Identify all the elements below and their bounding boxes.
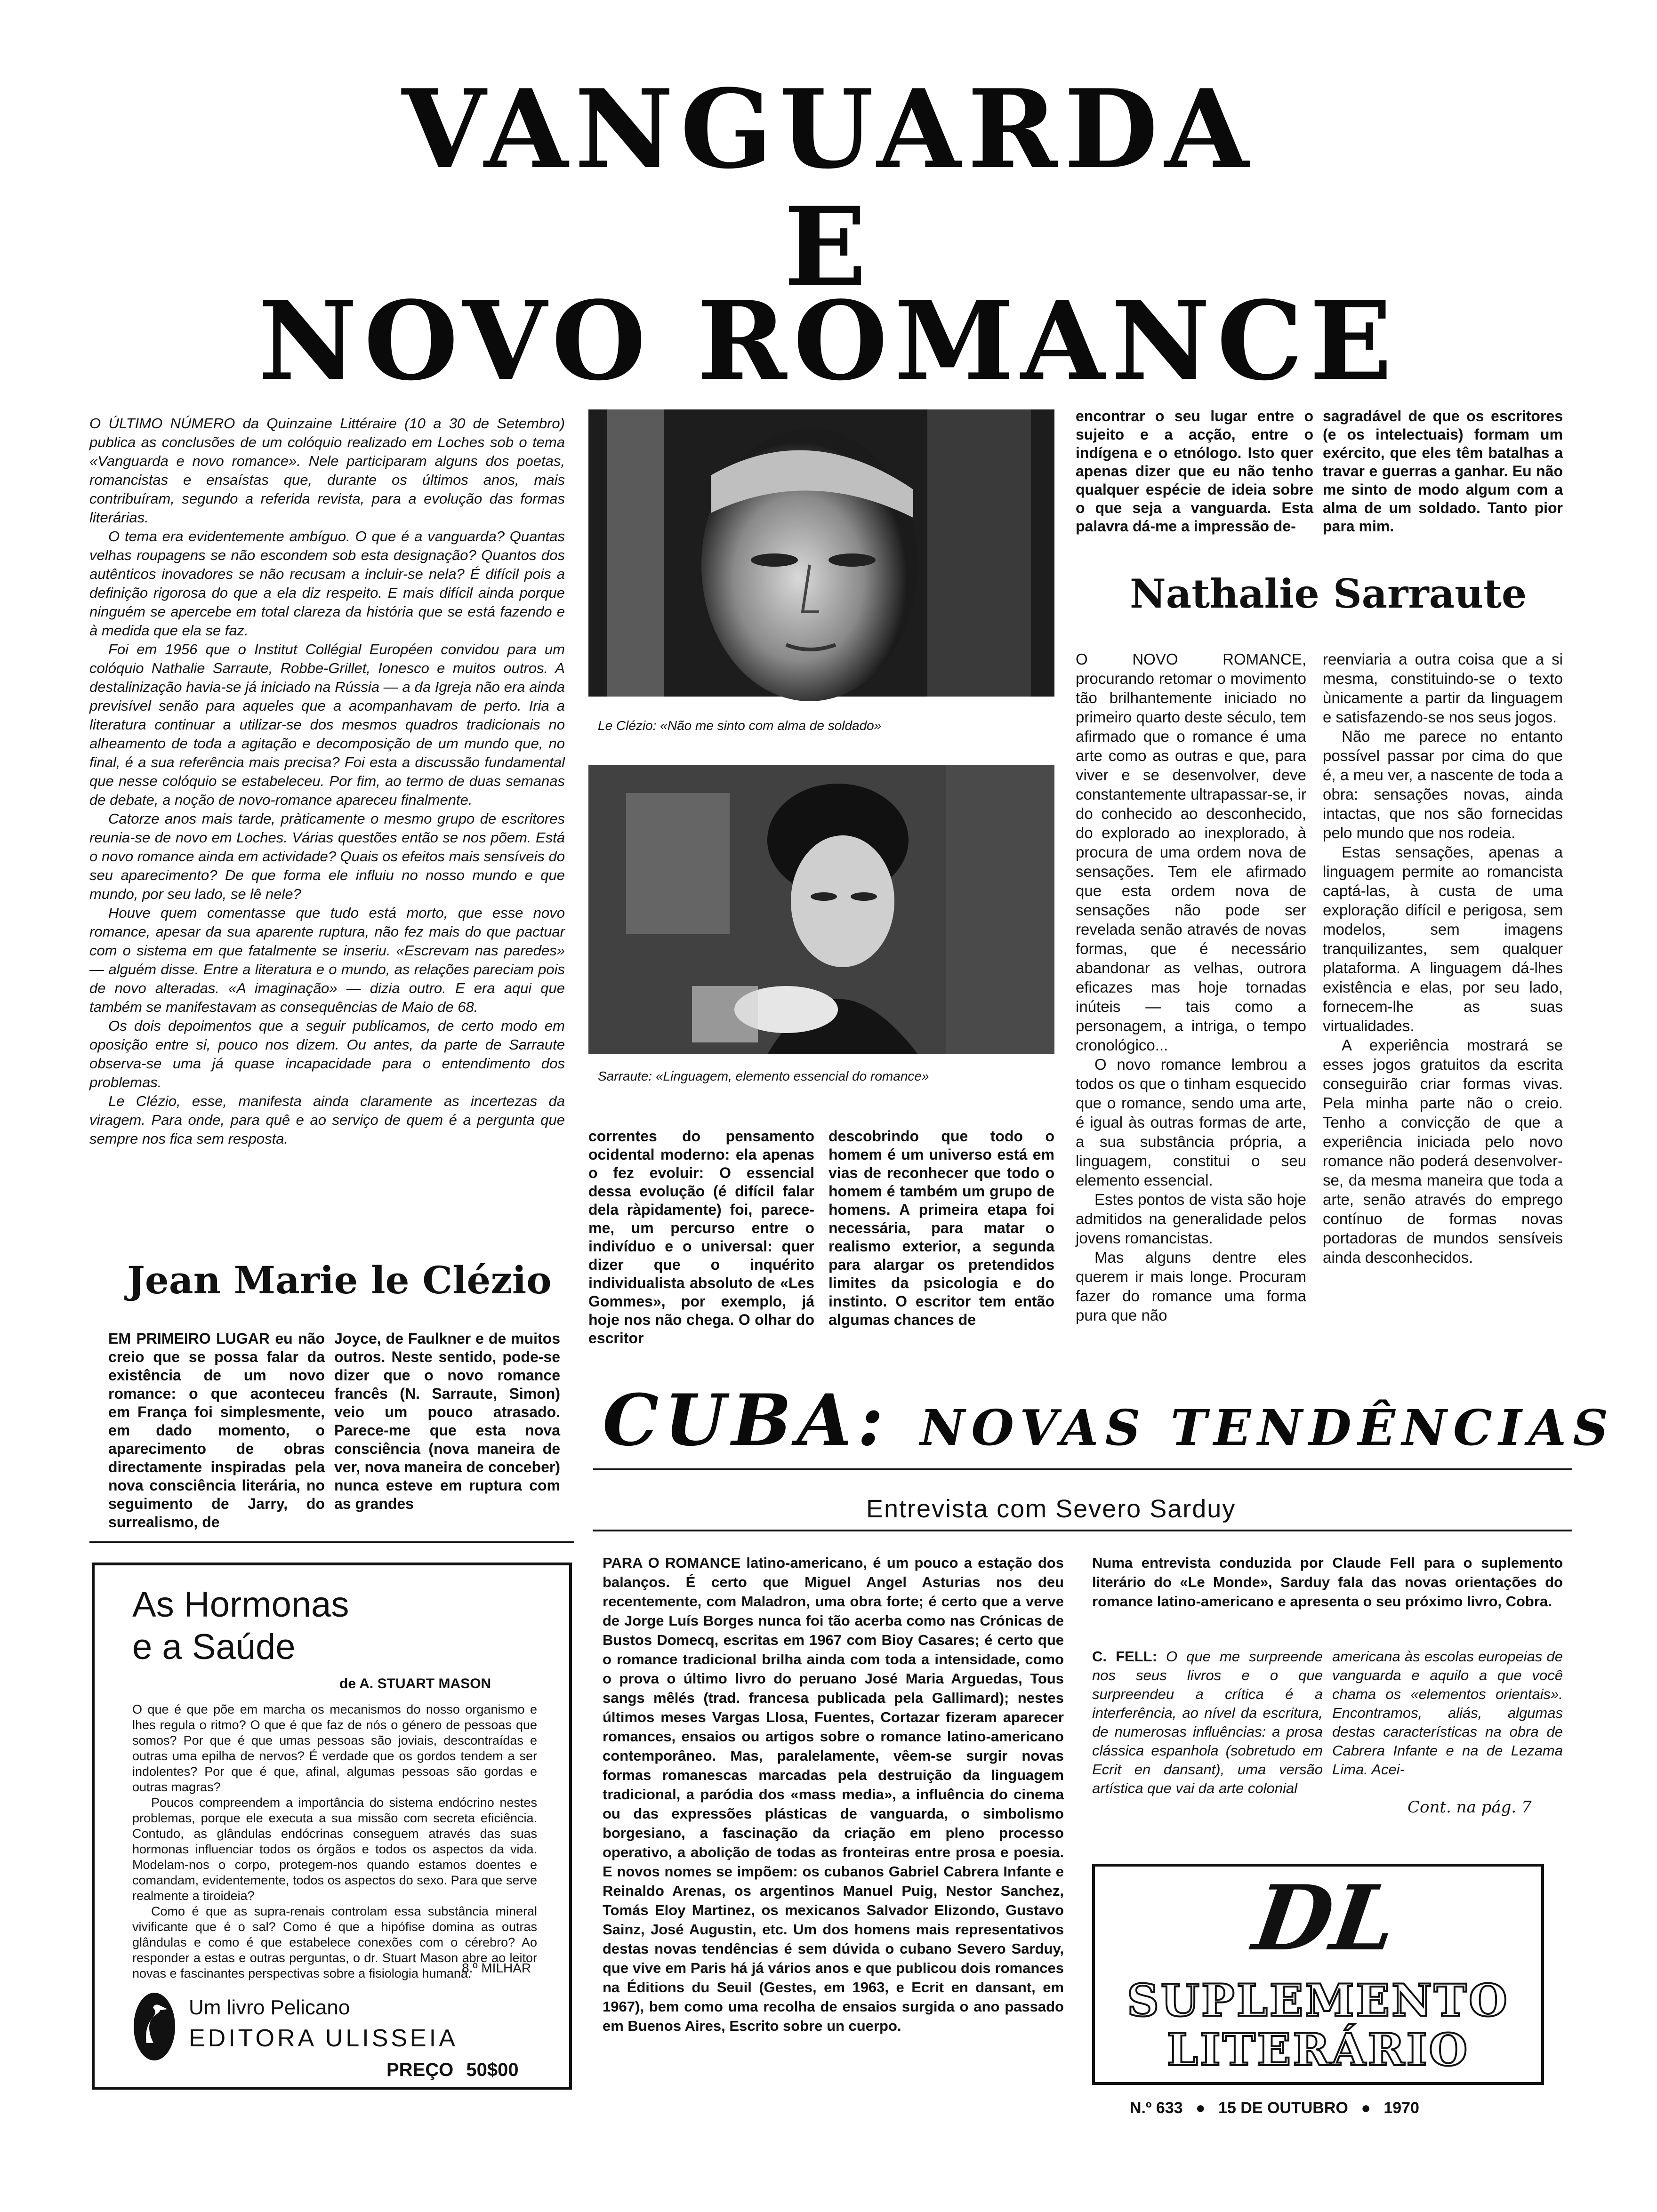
ad-price-value: 50$00 [466,2060,519,2080]
leclezio-column-6: sagradável de que os escritores (e os intelectuais) formam um exército, que eles têm batalhas a travar e guerras a ganhar. Eu não me sinto de modo algum com a alma de um soldado. Tanto pior para mim. [1323,408,1563,535]
issue-year: 1970 [1384,2099,1419,2117]
cuba-subtitle: Entrevista com Severo Sarduy [866,1495,1236,1523]
cuba-question-2: americana às escolas europeias de vanguarda e aquilo a que você chama os «elementos orientais». Encontramos, aliás, algumas destas características na obra de Cabrera Infante e na de Lezama Lima. Acei- [1332,1648,1563,1778]
headline-line3: NOVO ROMANCE [258,278,1399,405]
cuba-title-main: CUBA: [603,1379,889,1462]
headline-line2: E [784,184,873,311]
supplement-name-line1: SUPLEMENTO [1127,1975,1509,2027]
cuba-title [603,1379,1615,1462]
sarraute-paragraph: Não me parece no entanto possível passar por cima do que é, a meu ver, a nascente de toda a obra: sensações novas, ainda intactas, que nos são fornecidas pelo mundo que nos rodeia. [1323,728,1563,842]
ad-publisher-line2: EDITORA ULISSEIA [189,2025,458,2052]
sarraute-paragraph: Estas sensações, apenas a linguagem permite ao romancista captá-las, à custa de uma exploração difícil e perigosa, sem modelos, sem imagens tranquilizantes, sem qualquer plataforma. A linguagem dá-lhes existência e elas, por seu lado, fornecem-lhe as suas virtualidades. [1323,843,1563,1034]
leclezio-column-5: encontrar o seu lugar entre o sujeito e a acção, entre o indígena e o etnólogo. Isto quer apenas dizer que eu não tenho qualquer espécie de ideia sobre o que seja a vanguarda. Esta palavra dá-me a impressão de- [1076,408,1313,535]
byline-sarraute: Nathalie Sarraute [1130,570,1527,617]
intro-paragraph: O ÚLTIMO NÚMERO da Quinzaine Littéraire (10 a 30 de Setembro) publica as conclusões de um colóquio realizado em Loches sob o tema «Vanguarda e novo romance». Nele participaram alguns dos poetas, romancistas e ensaístas que, durante os últimos anos, mais contribuíram, segundo a referida revista, para a evolução das formas literárias. [89,415,565,526]
intro-paragraph: Foi em 1956 que o Institut Collégial Européen convidou para um colóquio Nathalie Sarraute, Robbe-Grillet, Ionesco e muitos outros. A destalinização havia-se já iniciado na Rússia — a da Igreja não era ainda previsível senão para aqueles que a acompanhavam de perto. Iria a literatura continuar a utilizar-se dos mesmos quadros tradicionais no alheamento de toda a agitação e decomposição de um mundo que, no final, é a sua referência mais precisa? Foi esta a discussão fundamental que nesse colóquio se estabeleceu. Por fim, ao termo de duas semanas de debate, a noção de novo-romance apareceu finalmente. [89,641,565,808]
issue-line [1130,2099,1419,2117]
ad-price-label: PREÇO [386,2060,454,2080]
cuba-rule-2 [593,1530,1572,1531]
cuba-question-1 [1092,1647,1323,1826]
continued-note: Cont. na pág. 7 [1408,1798,1532,1817]
ad-title-line1: As Hormonas [132,1585,349,1625]
supplement-box [1092,1864,1544,2085]
issue-date: 15 DE OUTUBRO [1218,2099,1348,2117]
ad-author: de A. STUART MASON [339,1676,491,1691]
bullet-icon: ● [1196,2099,1206,2117]
dl-logo: DL [1247,1866,1403,1971]
intro-paragraph: O tema era evidentemente ambíguo. O que é a vanguarda? Quantas velhas roupagens se não escondem sob esta designação? Quantos dos autênticos inovadores se não recusam a incluir-se nela? É difícil pois a definição rigorosa do que a ela diz respeito. E mais difícil ainda porque ninguém se apercebe em total clareza da história que se está fazendo e à medida que ela se faz. [89,528,565,639]
sarraute-paragraph: O novo romance lembrou a todos os que o tinham esquecido que o romance, sendo uma arte, é igual às outras formas de arte, a sua substância própria, a linguagem, constitui o seu elemento essencial. [1076,1056,1306,1189]
cuba-intro: Numa entrevista conduzida por Claude Fell para o suplemento literário do «Le Monde», Sarduy fala das novas orientações do romance latino-americano e apresenta o seu próximo livro, Cobra. [1092,1555,1563,1610]
photo-caption-sarraute: Sarraute: «Linguagem, elemento essencial do romance» [598,1069,929,1083]
ad-paragraph: Poucos compreendem a importância do sistema endócrino nestes problemas, porque ele executa a sua missão com secreta eficiência. Contudo, as glândulas endócrinas conseguem através das suas hormonas influenciar todos os órgãos e todos os aspectos da vida. Modelam-nos o corpo, protegem-nos quando estamos doentes e comandam, evidentemente, todos os aspectos do sexo. Para que serve realmente a tiroideia? [132,1795,537,1903]
headline-line1: VANGUARDA [402,66,1255,193]
ad-top-rule [89,1541,574,1543]
ad-publisher-line1: Um livro Pelicano [189,1996,350,2019]
ad-price [386,2060,519,2081]
leclezio-column-3: correntes do pensamento ocidental moderno: ela apenas o fez evoluir: O essencial dessa evolução (é difícil falar dela ràpidamente) foi, parece-me, um percurso entre o indivíduo e o universal: quer dizer que o inquérito individualista absoluto de «Les Gommes», por exemplo, já hoje nos não chega. O olhar do escritor [588,1128,814,1346]
sarraute-paragraph: reenviaria a outra coisa que a si mesma, constituindo-se o texto ùnicamente a partir da linguagem e satisfazendo-se nos seus jogos. [1323,650,1563,726]
pelican-icon [132,1991,177,2062]
photo-sarraute [588,765,1054,1054]
cuba-question-text: O que me surpreende nos seus livros e o que surpreendeu a crítica é a interferência, ao nível da escritura, de numerosas influências: a prosa clássica espanhola (sobretudo em Ecrit en dansant), uma versão artística que vai da arte colonial [1092,1648,1323,1796]
sarraute-column-2 [1323,649,1563,1346]
leclezio-column-2: Joyce, de Faulkner e de muitos outros. Neste sentido, pode-se dizer que o novo romance francês (N. Sarraute, Simon) veio um pouco atrasado. Parece-me que esta nova consciência (nova maneira de ver, nova maneira de conceber) nunca esteve em ruptura com as grandes [334,1330,560,1512]
intro-paragraph: Houve quem comentasse que tudo está morto, que esse novo romance, apesar da sua aparente ruptura, não fez mais do que pactuar com o sistema em que fatalmente se inseriu. «Escrevam nas paredes» — alguém disse. Entre a literatura e o mundo, as relações pareciam pois de novo alteradas. «A imaginação» — dizia outro. E era aqui que também se manifestavam as consequências de Maio de 68. [89,905,565,1015]
ad-paragraph: Como é que as supra-renais controlam essa substância mineral vivificante que é o sal? Como é que a hipófise domina as outras glândulas e como é que estabelece conexões com o cérebro? Ao responder a estas e outras perguntas, o dr. Stuart Mason abre ao leitor novas e fascinantes perspectivas sobre a fisiologia humana. [132,1904,537,1980]
supplement-name-line2: LITERÁRIO [1166,2024,1470,2076]
intro-paragraph: Catorze anos mais tarde, pràticamente o mesmo grupo de escritores reunia-se de novo em Loches. Várias questões então se nos põem. Está o novo romance ainda em actividade? Quais os efeitos mais sensíveis do seu aparecimento? De que forma ele influiu no nosso mundo e que mundo, por seu lado, se lê nele? [89,810,565,902]
leclezio-column-1: EM PRIMEIRO LUGAR eu não creio que se possa falar da existência de um novo romance: o que aconteceu em França foi simplesmente, em dado momento, o aparecimento de obras directamente inspiradas pela nova consciência literária, no seguimento de Jarry, do surrealismo, de [108,1330,325,1531]
sarraute-paragraph: O NOVO ROMANCE, procurando retomar o movimento tão brilhantemente iniciado no primeiro quarto deste século, tem afirmado que o romance é uma arte como as outras e que, para viver e se desenvolver, deve constantemente ultrapassar-se, ir do conhecido ao desconhecido, do explorado ao inexplorado, à procura de uma ordem nova de sensações. Tem ele afirmado que esta ordem nova de sensações não pode ser revelada senão através de novas formas, que é necessário abandonar as velhas, outrora eficazes mas hoje tornadas inúteis — tais como a personagem, a intriga, o tempo cronológico... [1076,650,1306,1054]
intro-paragraph: Os dois depoimentos que a seguir publicamos, de certo modo em oposição entre si, pouco nos dizem. Ou antes, da parte de Sarraute observa-se uma já quase incapacidade para o entendimento dos problemas. [89,1018,565,1090]
intro-column [89,414,565,1261]
advertisement-box [92,1563,572,2090]
leclezio-column-4: descobrindo que todo o homem é um universo está em vias de reconhecer que todo o homem é também um grupo de homens. A primeira etapa foi necessária, para matar o realismo exterior, a segunda para alargar os pretendidos limites da psicologia e do instinto. O escritor tem então algumas chances de [828,1128,1054,1328]
ad-edition: 8.º MILHAR [462,1961,531,1975]
ad-title-line2: e a Saúde [132,1627,296,1667]
pelican-logo [132,1991,177,2062]
cuba-question-label: C. FELL: [1092,1648,1157,1665]
bullet-icon: ● [1361,2099,1371,2117]
sarraute-paragraph: Estes pontos de vista são hoje admitidos na generalidade pelos jovens romancistas. [1076,1191,1306,1247]
intro-paragraph: Le Clézio, esse, manifesta ainda claramente as incertezas da viragem. Para onde, para quê e ao serviço de quem é a pergunta que sempre nos fica sem resposta. [89,1093,565,1147]
photo-caption-le-clezio: Le Clézio: «Não me sinto com alma de soldado» [598,718,882,733]
issue-number: N.º 633 [1130,2099,1183,2117]
sarraute-paragraph: Mas alguns dentre eles querem ir mais longe. Procuram fazer do romance uma forma pura que não [1076,1249,1306,1324]
sarraute-paragraph: A experiência mostrará se esses jogos gratuitos da escrita conseguirão criar formas vivas. Pela minha parte não o creio. Tenho a convicção de que a experiência iniciada pelo novo romance não poderá desenvolver-se, da mesma maneira que toda a arte, senão através do emprego contínuo de formas novas portadoras de mundos sensíveis ainda desconhecidos. [1323,1036,1563,1266]
sarraute-column-1 [1076,649,1306,1346]
cuba-column-1: PARA O ROMANCE latino-americano, é um pouco a estação dos balanços. É certo que Miguel Angel Asturias nos deu recentemente, com Maladron, uma obra forte; é certo que a verve de Jorge Luís Borges nunca foi tão acerba como nas Crónicas de Bustos Domecq, escritas em 1967 com Bioy Casares; é certo que o romance tradicional brilha ainda com toda a intensidade, como o prova o último livro do peruano José Maria Arguedas, Tous sangs mêlés (trad. francesa publicada pela Gallimard); nestes últimos meses Vargas Llosa, Fuentes, Cortazar fizeram aparecer romances, ensaios ou artigos sobre o romance latino-americano contemporâneo. Mas, paralelamente, vêem-se surgir novas formas romanescas marcadas pela destruição da linguagem tradicional, a paródia dos «mass media», a influência do cinema ou das expressões plásticas de vanguarda, o simbolismo borgesiano, a fascinação da criação em pleno processo operativo, a abolição de todas as fronteiras entre prosa e poesia. E novos nomes se impõem: os cubanos Gabriel Cabrera Infante e Reinaldo Arenas, os argentinos Manuel Puig, Nestor Sanchez, Tomás Eloy Martinez, os mexicanos Salvador Elizondo, Gustavo Sainz, José Augustin, etc. Um dos homens mais representativos destas novas tendências é sem dúvida o cubano Severo Sarduy, que vive em Paris há já vários anos e que publicou dois romances na Éditions du Seuil (Gestes, em 1963, e Ecrit en dansant, em 1967), bem como uma recolha de ensaios surgida o ano passado em Buenos Aires, Escrito sobre un cuerpo. [603,1555,1064,2034]
ad-paragraph: O que é que põe em marcha os mecanismos do nosso organismo e lhes regula o ritmo? O que é que faz de nós o género de pessoas que somos? Por que é que umas pessoas são joviais, descontraídas e outras uma epilha de nervos? É verdade que os gordos tendem a ser indolentes? Por que é que, afinal, algumas pessoas são gordas e outras magras? [132,1702,537,1794]
portrait-image [588,765,1054,1054]
portrait-image [588,409,1054,697]
photo-le-clezio [588,409,1054,697]
cuba-rule [593,1468,1572,1470]
cuba-title-rest: NOVAS TENDÊNCIAS [920,1399,1615,1457]
byline-le-clezio: Jean Marie le Clézio [127,1258,552,1302]
